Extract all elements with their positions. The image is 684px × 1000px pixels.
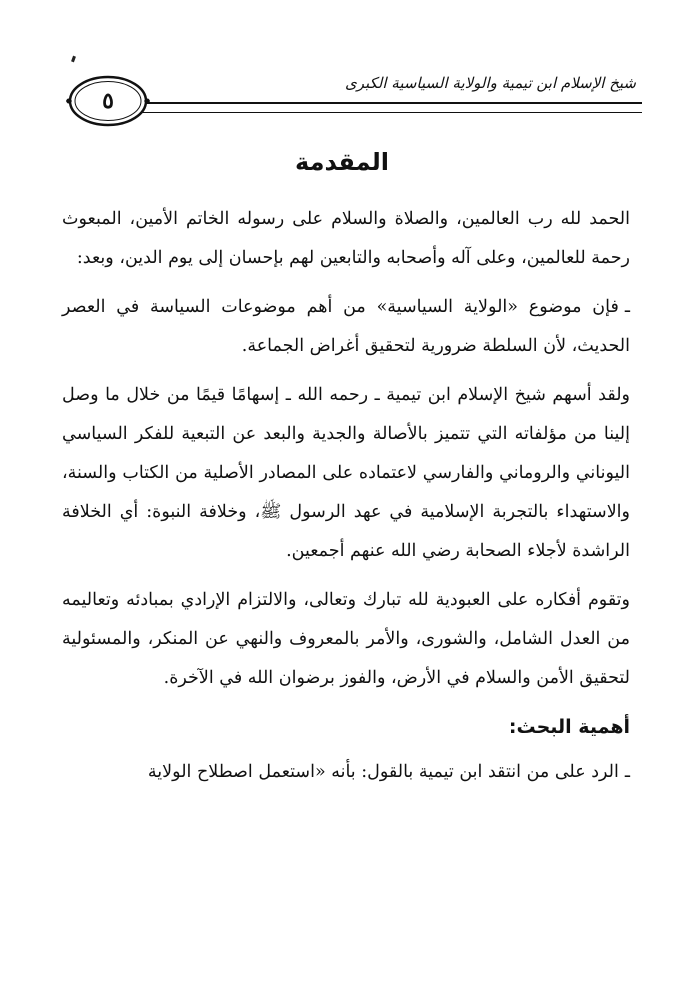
ink-speck [71, 56, 76, 63]
chapter-title: المقدمة [295, 148, 389, 176]
page-number: ٥ [102, 88, 114, 114]
section-heading: أهمية البحث: [508, 716, 630, 738]
bullet-dash: ـ [624, 297, 630, 317]
paragraph-opening: الحمد لله رب العالمين، والصلاة والسلام على رسوله الخاتم الأمين، المبعوث رحمة للعالمين، وعلى آله وأصحابه والتابعين لهم بإحسان إلى يوم الدين، وبعد: [62, 209, 630, 268]
header-rule [106, 102, 642, 113]
running-header [62, 66, 642, 136]
section-item-text: الرد على من انتقد ابن تيمية بالقول: بأنه «استعمل اصطلاح الولاية [147, 762, 619, 782]
paragraph-principles: وتقوم أفكاره على العبودية لله تبارك وتعالى، والالتزام الإرادي بمبادئه وتعاليمه من العدل الشامل، والشورى، والأمر بالمعروف والنهي عن المنكر، والمسئولية لتحقيق الأمن والسلام في الأرض، والفوز برضوان الله في الآخرة. [62, 590, 630, 688]
running-title: شيخ الإسلام ابن تيمية والولاية السياسية الكبرى [344, 74, 636, 92]
paragraph-topic-text: فإن موضوع «الولاية السياسية» من أهم موضوعات السياسة في العصر الحديث، لأن السلطة ضرورية لتحقيق أغراض الجماعة. [62, 297, 630, 356]
bullet-dash: ـ [624, 762, 630, 782]
paragraph-topic [62, 288, 630, 366]
page-number-badge [66, 74, 150, 128]
body-text [62, 200, 630, 802]
paragraph-contribution: ولقد أسهم شيخ الإسلام ابن تيمية ـ رحمه الله ـ إسهامًا قيمًا من خلال ما وصل إلينا من مؤلفاته التي تتميز بالأصالة والجدية والبعد عن التبعية للفكر السياسي اليوناني والروماني والفارسي لاعتماده على المصادر الأصلية من الكتاب والسنة، والاستهداء بالتجربة الإسلامية في عهد الرسول ﷺ، وخلافة النبوة: أي الخلافة الراشدة لأجلاء الصحابة رضي الله عنهم أجمعين. [62, 385, 630, 561]
section-item [62, 753, 630, 792]
